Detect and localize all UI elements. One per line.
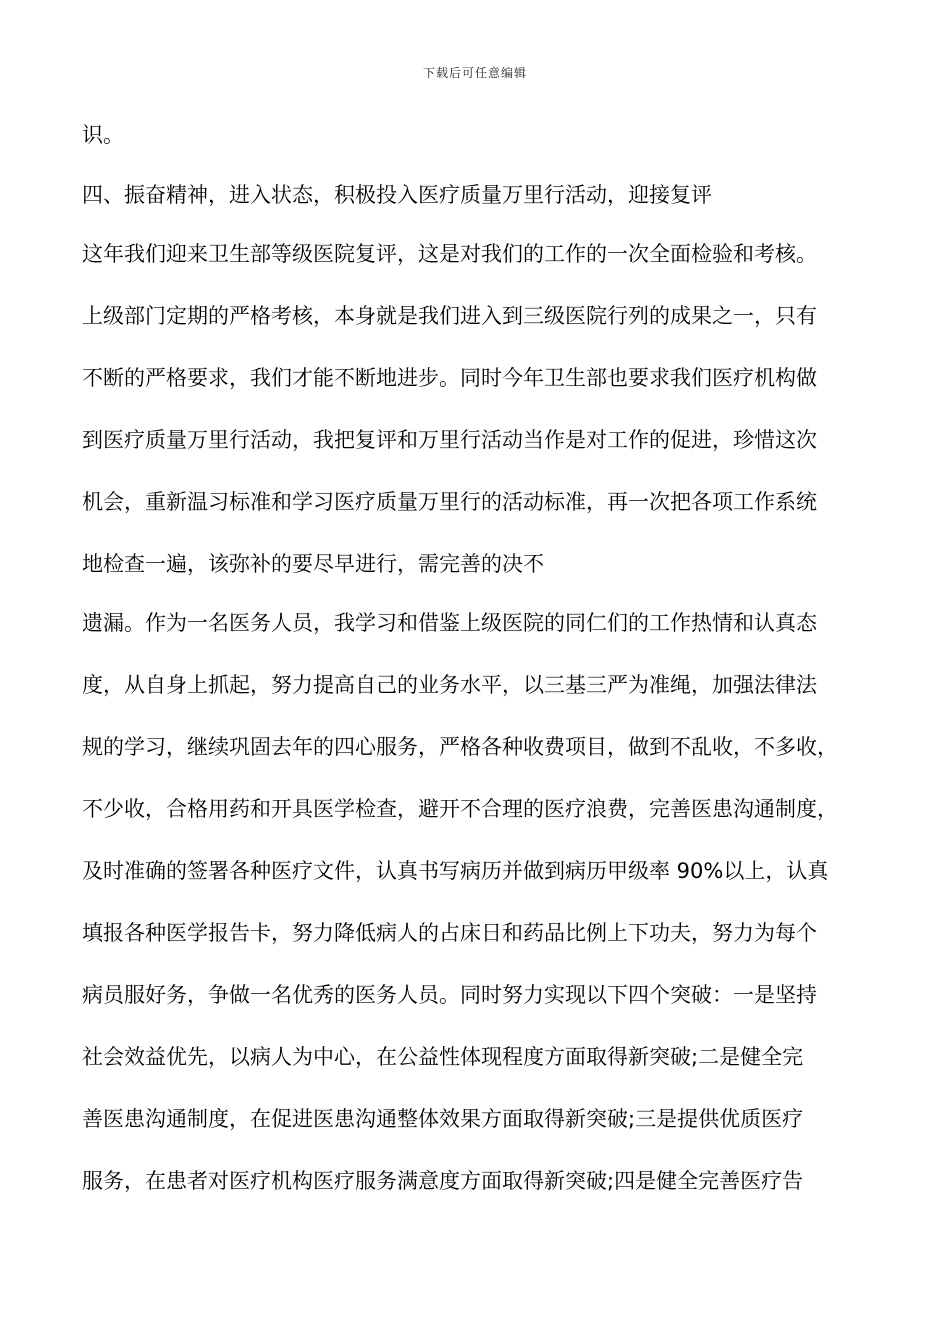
text-line: 社会效益优先，以病人为中心，在公益性体现程度方面取得新突破;二是健全完 — [82, 1045, 804, 1069]
text-line: 识。 — [82, 123, 124, 147]
text-line: 服务，在患者对医疗机构医疗服务满意度方面取得新突破;四是健全完善医疗告 — [82, 1169, 804, 1193]
text-line: 到医疗质量万里行活动，我把复评和万里行活动当作是对工作的促进，珍惜这次 — [82, 428, 817, 452]
text-line: 填报各种医学报告卡，努力降低病人的占床日和药品比例上下功夫，努力为每个 — [82, 921, 817, 945]
text-line: 这年我们迎来卫生部等级医院复评，这是对我们的工作的一次全面检验和考核。 — [82, 242, 817, 266]
page-header: 下载后可任意编辑 — [422, 66, 527, 80]
text-line: 遗漏。作为一名医务人员，我学习和借鉴上级医院的同仁们的工作热情和认真态 — [82, 611, 817, 635]
text-line: 度，从自身上抓起，努力提高自己的业务水平，以三基三严为准绳，加强法律法 — [82, 673, 817, 697]
text-line: 地检查一遍，该弥补的要尽早进行，需完善的决不 — [82, 552, 544, 576]
text-line: 不断的严格要求，我们才能不断地进步。同时今年卫生部也要求我们医疗机构做 — [82, 366, 817, 390]
text-line: 不少收，合格用药和开具医学检查，避开不合理的医疗浪费，完善医患沟通制度， — [82, 797, 838, 821]
text-line: 及时准确的签署各种医疗文件，认真书写病历并做到病历甲级率 90%以上，认真 — [82, 859, 829, 883]
text-line: 善医患沟通制度，在促进医患沟通整体效果方面取得新突破;三是提供优质医疗 — [82, 1107, 804, 1131]
text-line: 上级部门定期的严格考核，本身就是我们进入到三级医院行列的成果之一，只有 — [82, 304, 817, 328]
text-line: 规的学习，继续巩固去年的四心服务，严格各种收费项目，做到不乱收，不多收， — [82, 735, 838, 759]
text-line: 机会，重新温习标准和学习医疗质量万里行的活动标准，再一次把各项工作系统 — [82, 490, 817, 514]
section-heading: 四、振奋精神，进入状态，积极投入医疗质量万里行活动，迎接复评 — [82, 183, 712, 207]
text-line: 病员服好务，争做一名优秀的医务人员。同时努力实现以下四个突破：一是坚持 — [82, 983, 817, 1007]
